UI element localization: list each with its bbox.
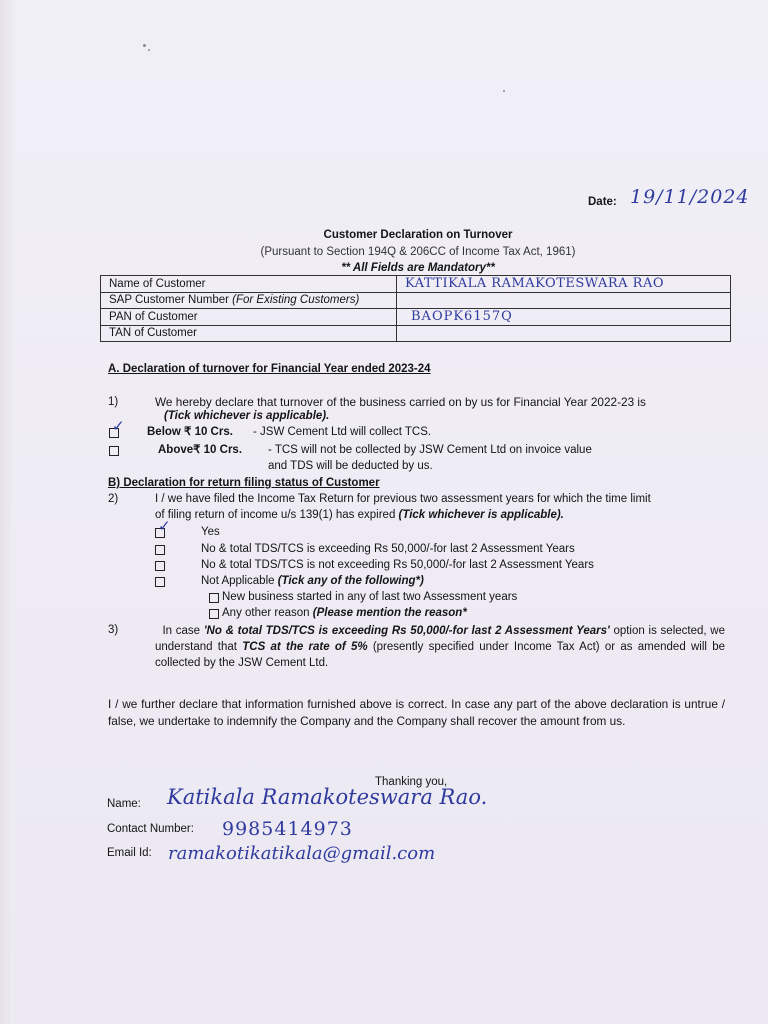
above-10-crs-text-2: and TDS will be deducted by us.: [268, 460, 433, 472]
sub-new-business-label: New business started in any of last two Assessment years: [222, 591, 518, 603]
itr-statement-line-2-text: of filing return of income u/s 139(1) has expired: [155, 509, 399, 521]
above-10-crs-checkbox[interactable]: [109, 446, 119, 456]
item-3-text-2: option is selected, we understand that: [155, 625, 726, 653]
customer-fields-table: [100, 275, 731, 342]
option-exceeding-checkbox[interactable]: [155, 545, 165, 555]
date-value: 19/11/2024: [630, 186, 750, 208]
turnover-tick-note: (Tick whichever is applicable).: [164, 410, 330, 422]
email-label: Email Id:: [107, 847, 152, 859]
section-a-heading: A. Declaration of turnover for Financial Year ended 2023-24: [108, 363, 431, 375]
email-value: ramakotikatikala@gmail.com: [168, 843, 436, 864]
pan-label: PAN of Customer: [101, 309, 397, 326]
paper-speck: [143, 44, 146, 47]
tan-field[interactable]: [397, 326, 731, 342]
item-3-tcs-rate: TCS at the rate of 5%: [242, 641, 368, 653]
sub-other-reason-label: Any other reason: [222, 607, 313, 619]
sub-other-reason-note: (Please mention the reason*: [312, 607, 467, 619]
option-not-exceeding-checkbox[interactable]: [155, 561, 165, 571]
option-exceeding-label: No & total TDS/TCS is exceeding Rs 50,000/-for last 2 Assessment Years: [201, 543, 575, 555]
sap-number-field[interactable]: [397, 293, 731, 309]
table-row: [101, 276, 731, 293]
contact-name-value: Katikala Ramakoteswara Rao.: [167, 785, 488, 809]
option-not-exceeding-label: No & total TDS/TCS is not exceeding Rs 50,000/-for last 2 Assessment Years: [201, 559, 594, 571]
contact-number-value: 9985414973: [222, 818, 353, 840]
form-title: Customer Declaration on Turnover: [323, 229, 513, 241]
checkmark-icon: ✓: [158, 517, 171, 535]
item-3-text-3: (presently specified under Income Tax Act) or as amended will be collected by the JSW Cement Ltd.: [155, 641, 725, 669]
sap-number-label: SAP Customer Number: [109, 294, 229, 306]
turnover-statement: We hereby declare that turnover of the business carried on by us for Financial Year 2022-23 is: [155, 395, 646, 409]
closing-text: Thanking you,: [375, 776, 448, 788]
tan-label: TAN of Customer: [101, 326, 397, 342]
option-not-applicable-note: (Tick any of the following*): [277, 575, 424, 587]
name-of-customer-value: KATTIKALA RAMAKOTESWARA RAO: [405, 276, 665, 291]
itr-tick-note: (Tick whichever is applicable).: [398, 509, 564, 521]
sub-other-reason-row: [222, 606, 467, 620]
sap-number-label-cell: [101, 293, 397, 309]
item-3-text-1: In case: [162, 625, 204, 637]
table-row: [101, 326, 731, 342]
option-yes-label: Yes: [201, 526, 220, 538]
name-of-customer-field[interactable]: [397, 276, 731, 293]
checkmark-icon: ✓: [112, 417, 125, 435]
option-not-applicable-checkbox[interactable]: [155, 577, 165, 587]
sub-new-business-checkbox[interactable]: [209, 593, 219, 603]
mandatory-note: ** All Fields are Mandatory**: [341, 262, 495, 274]
page-edge-shadow: [0, 0, 14, 1024]
sub-other-reason-checkbox[interactable]: [209, 609, 219, 619]
below-10-crs-text: - JSW Cement Ltd will collect TCS.: [253, 426, 432, 438]
table-row: [101, 309, 731, 326]
paper-speck: [148, 49, 150, 51]
above-10-crs-label: Above₹ 10 Crs.: [158, 444, 243, 456]
above-10-crs-text: - TCS will not be collected by JSW Cement Ltd on invoice value: [268, 444, 592, 456]
pan-value: BAOPK6157Q: [411, 309, 513, 324]
sap-number-note: (For Existing Customers): [232, 294, 360, 306]
date-label: Date:: [588, 196, 617, 208]
below-10-crs-label: Below ₹ 10 Crs.: [147, 426, 233, 438]
further-declaration: I / we further declare that information furnished above is correct. In case any part of the above declaration is untrue / false, we undertake to indemnify the Company and the Company shall recover the amount from us.: [108, 697, 725, 728]
item-3-quoted-option: 'No & total TDS/TCS is exceeding Rs 50,000/-for last 2 Assessment Years': [203, 625, 610, 637]
item-1-number: 1): [108, 396, 119, 408]
option-not-applicable-label: Not Applicable: [201, 575, 278, 587]
name-of-customer-label: Name of Customer: [101, 276, 397, 293]
pan-field[interactable]: [397, 309, 731, 326]
item-3-number: 3): [108, 624, 119, 636]
contact-number-label: Contact Number:: [107, 823, 194, 835]
itr-statement-line-1: I / we have filed the Income Tax Return for previous two assessment years for which the time limit: [155, 493, 651, 505]
form-subtitle: (Pursuant to Section 194Q & 206CC of Income Tax Act, 1961): [260, 246, 576, 258]
contact-name-label: Name:: [107, 798, 141, 810]
table-row: [101, 293, 731, 309]
item-3-paragraph: [155, 623, 725, 671]
item-2-number: 2): [108, 493, 119, 505]
section-b-heading: B) Declaration for return filing status of Customer: [108, 477, 380, 489]
paper-speck: [503, 90, 505, 92]
option-not-applicable-row: [201, 574, 424, 588]
itr-statement-line-2: [155, 508, 564, 522]
